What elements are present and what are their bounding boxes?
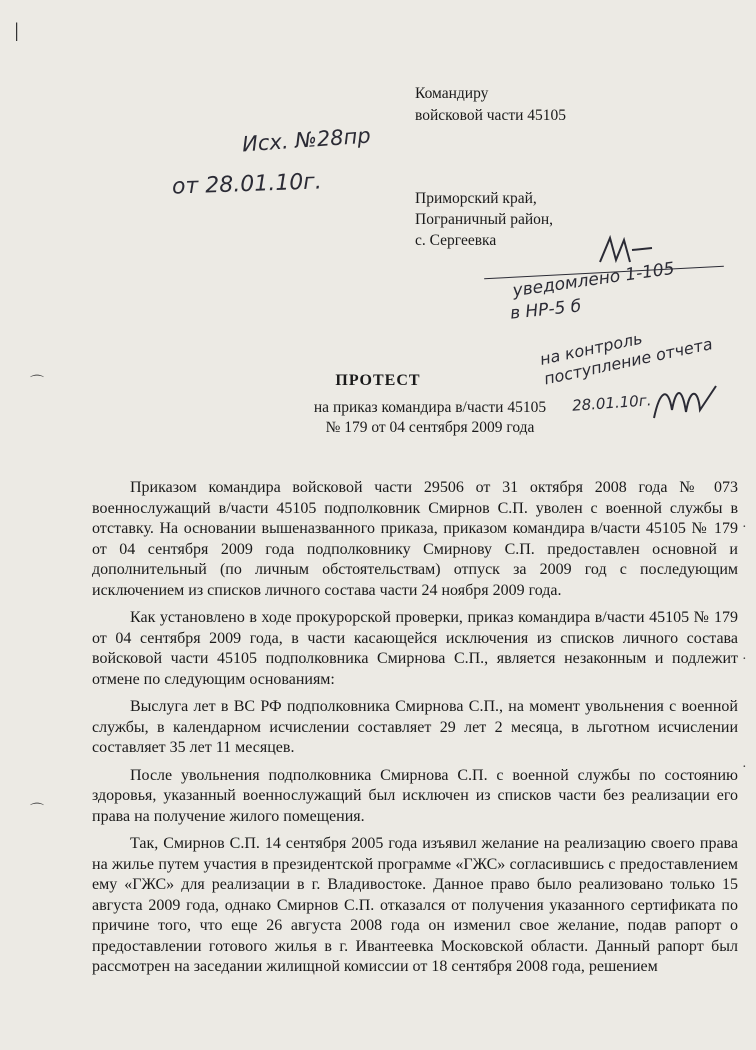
- handwritten-date: от 28.01.10г.: [171, 169, 323, 200]
- paragraph-5: Так, Смирнов С.П. 14 сентября 2005 года изъявил желание на реализацию своего права на жилье путем участия в президентской программе «ГЖС» согласившись с предоставлением ему «ГЖС» для реализации в г. Владивостоке. Данное право было реализовано только 15 августа 2009 года, однако Смирнов С.П. отказался от получения указанного сертификата по причине того, что еще 26 августа 2008 года он изменил свое желание, подав рапорт о предоставлении готового жилья в г. Ивантеевка Московской области. Данный рапорт был рассмотрен на заседании жилищной комиссии от 18 сентября 2008 года, решением: [92, 835, 738, 975]
- subtitle-line-2: № 179 от 04 сентября 2009 года: [325, 419, 535, 436]
- handwritten-note-1: уведомлено 1-105: [511, 258, 676, 302]
- margin-mark-left: ⌒: [30, 376, 44, 391]
- margin-tick-3: ·: [742, 760, 747, 775]
- margin-tick-1: ·: [742, 520, 747, 535]
- paragraph-4: После увольнения подполковника Смирнова С.П. с военной службы по состоянию здоровья, указанный военнослужащий был исключен из списков части без реализации его права на получение жилого помещения.: [92, 766, 738, 825]
- margin-tick-2: ·: [742, 652, 747, 667]
- handwritten-ref-number: Исх. №28пр: [241, 123, 372, 157]
- document-subtitle: [250, 398, 610, 438]
- subtitle-line-1: на приказ командира в/части 45105: [313, 399, 547, 416]
- addressee-location-2: Пограничный район,: [415, 211, 554, 228]
- addressee-line-2: войсковой части 45105: [415, 107, 567, 124]
- addressee-location-1: Приморский край,: [415, 190, 537, 207]
- margin-mark-left-2: ⌒: [30, 804, 44, 819]
- handwritten-note-2: в НР-5 б: [509, 296, 583, 324]
- handwritten-note-date: 28.01.10г.: [571, 391, 652, 415]
- paragraph-2: Как установлено в ходе прокурорской проверки, приказ командира в/части 45105 № 179 от 04 сентября 2009 года, в части касающейся исключения из списков личного состава войсковой части 45105 подполковника Смирнова С.П., является незаконным и подлежит отмене по следующим основаниям:: [92, 609, 738, 688]
- addressee-line-1: Командиру: [415, 85, 489, 102]
- addressee-location-3: с. Сергеевка: [415, 232, 497, 249]
- paragraph-3: Выслуга лет в ВС РФ подполковника Смирнова С.П., на момент увольнения с военной службы, в календарном исчислении составляет 29 лет 2 месяца, в льготном исчислении составляет 35 лет 11 месяцев.: [92, 698, 738, 756]
- handwritten-note-3: на контроль поступление отчета: [538, 328, 715, 389]
- paragraph-1: Приказом командира войсковой части 29506 от 31 октября 2008 года № 073 военнослужащий в/части 45105 подполковник Смирнов С.П. уволен с военной службы в отставку. На основании вышеназванного приказа, приказом командира в/части 45105 № 179 от 04 сентября 2009 года подполковнику Смирнову С.П. предоставлен основной и дополнительный (по личным обстоятельствам) отпуск за 2009 год с последующим исключением из списков личного состава части 24 ноября 2009 года.: [92, 479, 738, 599]
- document-body: [92, 478, 738, 985]
- document-title: ПРОТЕСТ: [335, 372, 421, 389]
- margin-mark-top: ǀ: [14, 18, 20, 47]
